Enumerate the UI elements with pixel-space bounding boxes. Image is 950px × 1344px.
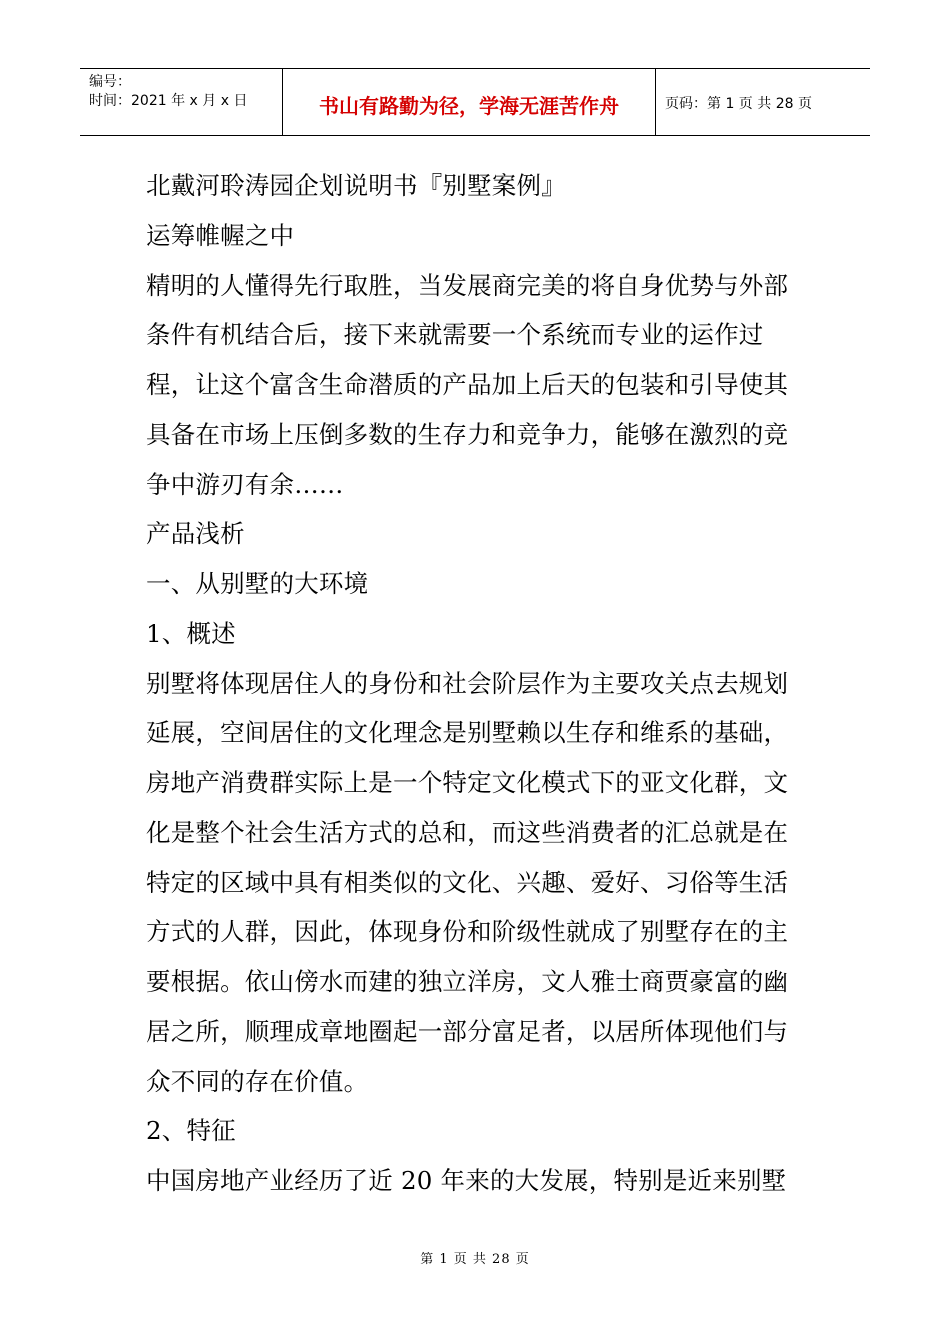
page-header xyxy=(80,68,870,136)
item-heading-features: 2、特征 xyxy=(146,1116,236,1146)
page-footer: 第 1 页 共 28 页 xyxy=(420,1252,530,1267)
document-subtitle: 运筹帷幄之中 xyxy=(146,220,295,250)
document-body xyxy=(146,161,811,1206)
header-page-info: 页码：第 1 页 共 28 页 xyxy=(665,96,812,112)
header-motto: 书山有路勤为径，学海无涯苦作舟 xyxy=(283,69,656,135)
intro-paragraph: 精明的人懂得先行取胜，当发展商完美的将自身优势与外部条件有机结合后，接下来就需要一个系统而专业的运作过程，让这个富含生命潜质的产品加上后天的包装和引导使其具备在市场上压倒多数的生存力和竞争力，能够在激烈的竞争中游刃有余…… xyxy=(146,270,789,499)
subsection-heading: 一、从别墅的大环境 xyxy=(146,569,369,598)
document-time-label: 时间：2021 年 x 月 x 日 xyxy=(89,93,248,109)
features-paragraph: 中国房地产业经历了近 20 年来的大发展，特别是近来别墅 xyxy=(146,1166,787,1195)
header-meta xyxy=(80,69,283,135)
overview-paragraph: 别墅将体现居住人的身份和社会阶层作为主要攻关点去规划延展，空间居住的文化理念是别墅赖以生存和维系的基础，房地产消费群实际上是一个特定文化模式下的亚文化群，文化是整个社会生活方式的总和，而这些消费者的汇总就是在特定的区域中具有相类似的文化、兴趣、爱好、习俗等生活方式的人群，因此，体现身份和阶级性就成了别墅存在的主要根据。依山傍水而建的独立洋房，文人雅士商贾豪富的幽居之所，顺理成章地圈起一部分富足者，以居所体现他们与众不同的存在价值。 xyxy=(146,668,789,1096)
document-number-label: 编号： xyxy=(89,74,131,90)
item-heading-overview: 1、概述 xyxy=(146,618,236,648)
section-heading: 产品浅析 xyxy=(146,519,245,549)
document-title: 北戴河聆涛园企划说明书『别墅案例』 xyxy=(146,171,566,200)
